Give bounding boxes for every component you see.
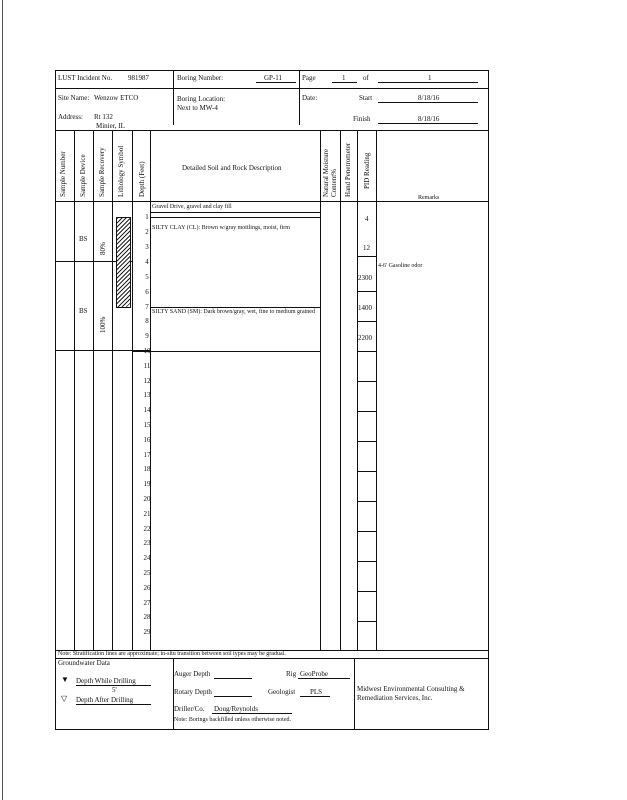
header-divider-1 — [173, 71, 174, 125]
groundwater-label: Groundwater Data — [58, 659, 110, 667]
page-underline — [332, 82, 357, 83]
strata-line-1b — [150, 217, 320, 218]
footer-note: Note: Stratification lines are approximate; in-situ transition between soil types may be gradual. — [58, 651, 286, 657]
site-name-label: Site Name: — [58, 94, 90, 102]
pid-row-line — [357, 351, 376, 352]
header-lithology-symbol: Lithology Symbol — [117, 145, 125, 197]
lust-incident-value: 981987 — [128, 74, 149, 82]
header-penetrometer: Hand Penetrometer — [344, 142, 352, 197]
pid-row-line — [357, 621, 376, 622]
depth-10-tick — [132, 351, 150, 352]
col-line-description — [320, 130, 321, 650]
company-line-1: Midwest Environmental Consulting & — [357, 685, 465, 693]
depth-15: 15 — [143, 421, 151, 429]
pid-row-line — [357, 501, 376, 502]
desc-sand: SILTY SAND (SM): Dark brown/gray, wet, fine to medium grained — [152, 309, 315, 315]
sample-2-recovery: 100% — [99, 316, 107, 333]
pid-row-line — [357, 471, 376, 472]
depth-9: 9 — [145, 332, 149, 340]
finish-label: Finish — [353, 115, 371, 123]
driller-label: Driller/Co. — [174, 705, 205, 713]
pid-row-line — [357, 381, 376, 382]
strata-line-1 — [150, 212, 320, 213]
depth-2: 2 — [145, 228, 149, 236]
auger-depth-label: Auger Depth — [174, 670, 211, 678]
depth-13: 13 — [143, 391, 151, 399]
col-line-sample-number — [74, 130, 75, 650]
footer-divider-2 — [354, 658, 355, 729]
pid-reading-5: 2200 — [358, 334, 372, 342]
depth-19: 19 — [143, 480, 151, 488]
boring-log-sheet — [55, 70, 489, 730]
depth-24: 24 — [143, 554, 151, 562]
depth-8: 8 — [145, 317, 149, 325]
depth-26: 26 — [143, 584, 151, 592]
pid-reading-4: 1400 — [358, 304, 372, 312]
sample-1-device: BS — [79, 235, 88, 243]
lust-incident-label: LUST Incident No. — [58, 74, 113, 82]
col-line-lithology — [132, 130, 133, 650]
depth-27: 27 — [143, 599, 151, 607]
header-rule-1 — [56, 88, 488, 89]
start-value: 8/18/16 — [418, 94, 440, 102]
header-sample-device: Sample Device — [79, 154, 87, 197]
col-line-moisture — [340, 130, 341, 650]
header-sample-number: Sample Number — [59, 151, 67, 197]
page-edge-line — [2, 0, 3, 800]
geologist-value: PLS — [310, 688, 323, 696]
address-label: Address: — [58, 113, 83, 121]
rig-label: Rig — [286, 670, 297, 678]
address-line-2: Minier, IL — [96, 122, 125, 130]
col-line-pid — [376, 130, 377, 650]
depth-12: 12 — [143, 377, 151, 385]
pid-row-line — [357, 441, 376, 442]
depth-while-icon: ▼ — [61, 675, 69, 684]
depth-18: 18 — [143, 465, 151, 473]
page-label: Page — [302, 74, 316, 82]
start-label: Start — [359, 94, 373, 102]
depth-3: 3 — [145, 243, 149, 251]
sample-2-device: BS — [79, 307, 88, 315]
pid-row-line — [357, 561, 376, 562]
depth-after-drilling: Depth After Drilling — [76, 696, 134, 704]
lithology-clay-hatch — [116, 217, 131, 308]
start-underline — [378, 102, 478, 103]
pid-row-line — [357, 291, 376, 292]
backfill-note: Note: Borings backfilled unless otherwise noted. — [174, 717, 291, 723]
depth-17: 17 — [143, 451, 151, 459]
depth-6: 6 — [145, 288, 149, 296]
boring-number-underline — [256, 82, 296, 83]
depth-7: 7 — [145, 303, 149, 311]
depth-after-icon: ▽ — [61, 694, 68, 703]
depth-after-underline — [76, 704, 151, 705]
header-description: Detailed Soil and Rock Description — [182, 164, 282, 172]
header-sample-recovery: Sample Recovery — [98, 147, 106, 197]
company-line-2: Remediation Services, Inc. — [357, 694, 433, 702]
pid-row-line — [357, 256, 376, 257]
desc-surface: Gravel Drive, gravel and clay fill — [152, 204, 232, 210]
boring-number-value: GP-11 — [264, 74, 283, 82]
rotary-depth-underline — [214, 696, 252, 697]
depth-28: 28 — [143, 613, 151, 621]
pid-reading-1: 4 — [365, 215, 369, 223]
driller-underline — [212, 713, 292, 714]
pid-row-line — [357, 411, 376, 412]
col-line-sample-recovery — [112, 130, 113, 650]
depth-20: 20 — [143, 495, 151, 503]
depth-22: 22 — [143, 525, 151, 533]
auger-depth-underline — [214, 678, 252, 679]
geologist-underline — [300, 696, 330, 697]
pid-row-line — [357, 321, 376, 322]
finish-underline — [378, 123, 478, 124]
header-remarks: Remarks — [418, 195, 440, 201]
header-depth: Depth (Feet) — [138, 161, 146, 197]
col-line-penetrometer — [357, 130, 358, 650]
depth-29: 29 — [143, 628, 151, 636]
boring-location-value: Next to MW-4 — [177, 104, 218, 112]
of-value: 1 — [428, 74, 432, 82]
header-pid: PID Reading — [363, 152, 371, 189]
depth-25: 25 — [143, 569, 151, 577]
desc-clay: SILTY CLAY (CL): Brown w/gray mottlings, moist, firm — [152, 225, 290, 231]
boring-number-label: Boring Number: — [177, 74, 224, 82]
depth-16: 16 — [143, 436, 151, 444]
pid-reading-2: 12 — [363, 244, 370, 252]
rig-underline — [298, 678, 350, 679]
col-line-sample-device — [93, 130, 94, 650]
of-label: of — [363, 74, 369, 82]
footer-rule-2 — [56, 658, 488, 659]
finish-value: 8/18/16 — [418, 115, 440, 123]
depth-14: 14 — [143, 406, 151, 414]
strata-line-3 — [150, 351, 320, 352]
depth-23: 23 — [143, 539, 151, 547]
depth-4: 4 — [145, 258, 149, 266]
depth-while-drilling: Depth While Drilling — [76, 677, 136, 685]
address-line-1: Rt 132 — [94, 113, 113, 121]
depth-11: 11 — [143, 362, 151, 370]
boring-location-label: Boring Location: — [177, 95, 226, 103]
site-name-value: Wenzow ETCO — [94, 94, 139, 102]
depth-5: 5 — [145, 273, 149, 281]
pid-reading-3: 2300 — [358, 274, 372, 282]
page-value: 1 — [342, 74, 346, 82]
header-rule-3 — [56, 201, 488, 202]
depth-while-value: 5' — [112, 686, 117, 694]
driller-value: Doug/Reynolds — [214, 705, 258, 713]
date-label: Date: — [302, 94, 318, 102]
rig-value: GeoProbe — [300, 670, 328, 678]
depth-1: 1 — [145, 213, 149, 221]
of-underline — [378, 82, 478, 83]
rotary-depth-label: Rotary Depth — [174, 688, 212, 696]
header-divider-2 — [299, 71, 300, 125]
header-rule-2 — [56, 130, 488, 131]
pid-row-line — [357, 591, 376, 592]
pid-row-line — [357, 531, 376, 532]
strata-line-2 — [150, 307, 320, 308]
header-moisture: Natural Moisture Content% — [322, 148, 338, 197]
remark-odor: 4-6' Gasoline odor — [378, 263, 423, 269]
geologist-label: Geologist — [268, 688, 296, 696]
sample-1-recovery: 80% — [99, 242, 107, 255]
depth-21: 21 — [143, 510, 151, 518]
